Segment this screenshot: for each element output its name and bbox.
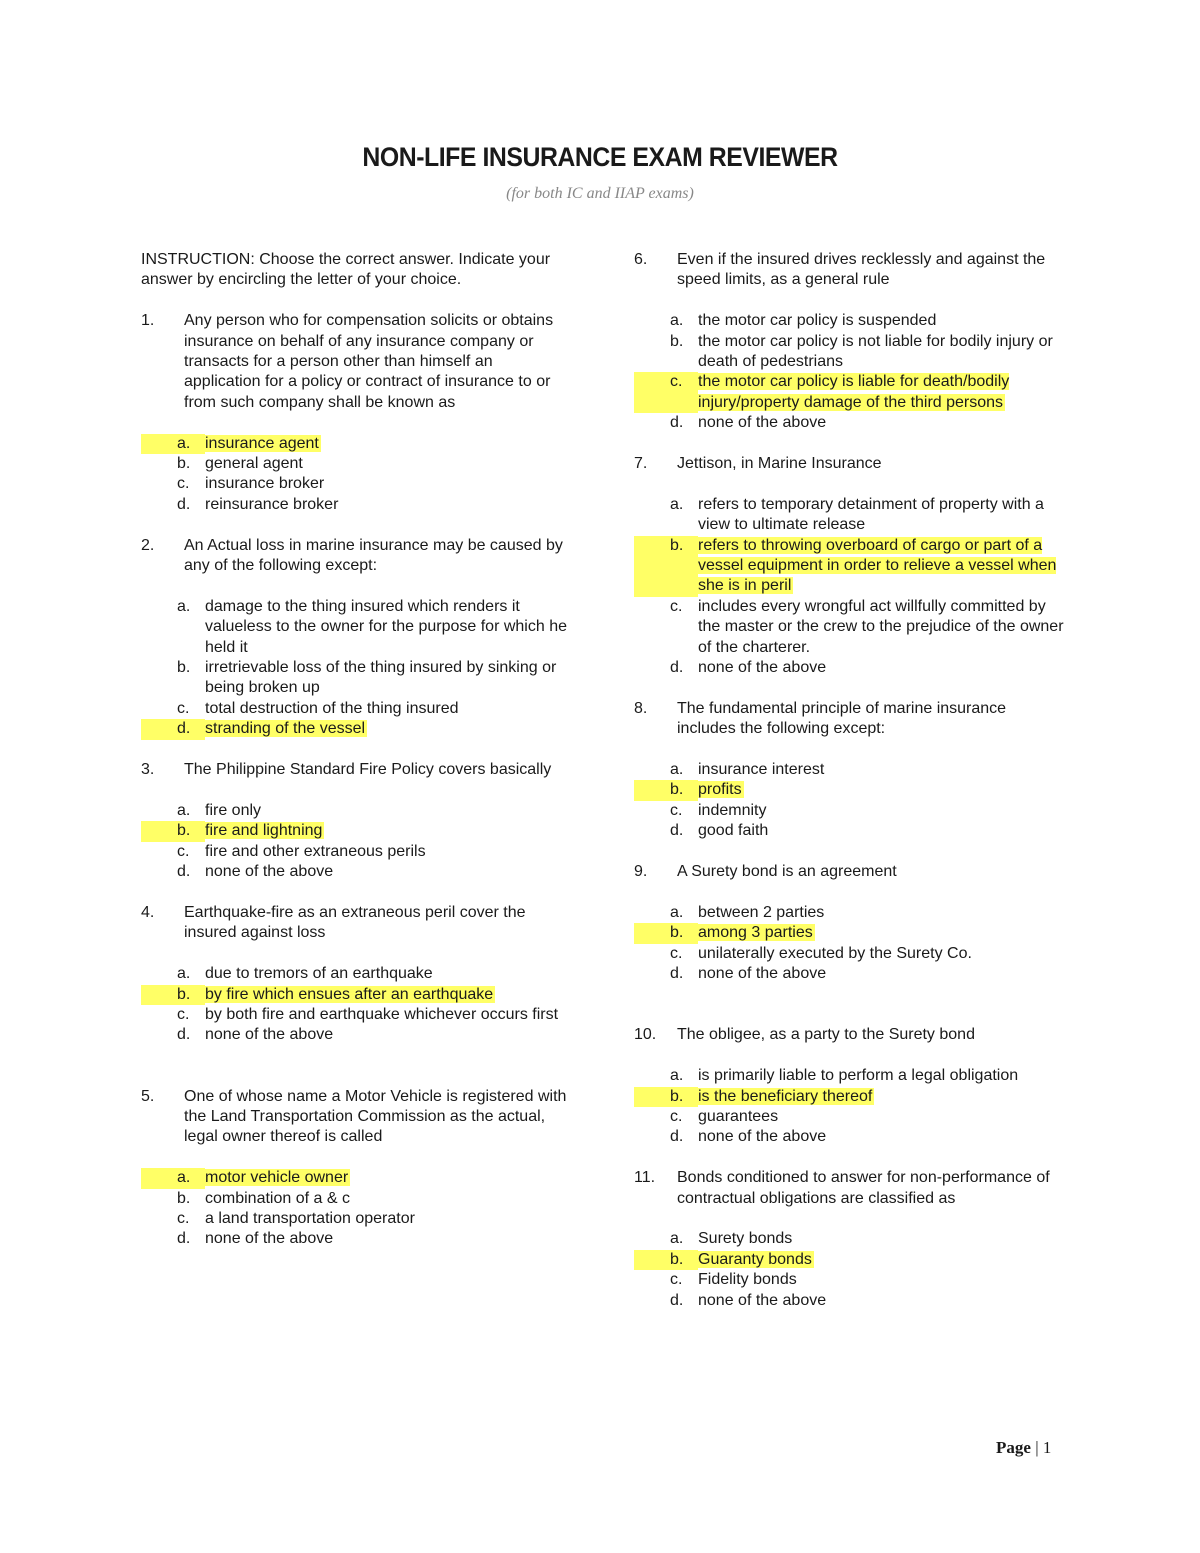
question-stem xyxy=(141,760,571,780)
option-letter-text: b. xyxy=(670,1250,684,1268)
answer-options xyxy=(141,1168,571,1250)
option-text: a land transportation operator xyxy=(205,1209,415,1227)
spacer xyxy=(634,1005,1064,1025)
answer-option-highlighted xyxy=(141,821,571,841)
option-text-wrapper xyxy=(698,597,1064,658)
option-letter xyxy=(634,311,698,331)
option-letter xyxy=(141,454,205,474)
option-letter xyxy=(634,1291,698,1311)
option-text: insurance agent xyxy=(205,434,319,452)
option-letter-text: a. xyxy=(670,312,684,330)
option-letter-text: c. xyxy=(670,801,683,819)
question-item xyxy=(634,454,1064,678)
question-text: Bonds conditioned to answer for non-performance of contractual obligations are classified as xyxy=(677,1169,1050,1207)
option-letter xyxy=(141,1168,205,1188)
question-stem xyxy=(634,1168,1064,1209)
answer-option xyxy=(634,903,1064,923)
answer-option xyxy=(141,1189,571,1209)
option-letter xyxy=(634,1229,698,1249)
option-letter-text: a. xyxy=(177,597,191,615)
option-text-wrapper xyxy=(698,923,1064,943)
option-letter-text: a. xyxy=(670,761,684,779)
question-stem xyxy=(141,903,571,944)
question-item xyxy=(634,1025,1064,1147)
question-stem xyxy=(634,454,1064,474)
answer-options xyxy=(141,434,571,516)
option-text-wrapper xyxy=(698,903,1064,923)
question-item xyxy=(141,760,571,882)
option-letter xyxy=(141,1005,205,1025)
question-item xyxy=(141,1087,571,1250)
question-number: 9. xyxy=(634,863,648,881)
option-letter-text: d. xyxy=(670,1128,684,1146)
option-letter-text: a. xyxy=(670,903,684,921)
option-letter xyxy=(141,434,205,454)
option-text-wrapper xyxy=(205,454,571,474)
question-text: An Actual loss in marine insurance may be caused by any of the following except: xyxy=(184,536,563,575)
answer-option xyxy=(634,1127,1064,1147)
option-text-wrapper xyxy=(698,1107,1064,1127)
option-text-wrapper xyxy=(205,842,571,862)
option-text: the motor car policy is liable for death/bodily injury/property damage of the third persons xyxy=(698,373,1010,411)
option-letter xyxy=(634,658,698,678)
option-text: unilaterally executed by the Surety Co. xyxy=(698,944,972,962)
question-number: 2. xyxy=(141,536,155,554)
question-stem xyxy=(634,250,1064,291)
option-letter xyxy=(141,658,205,699)
question-text: A Surety bond is an agreement xyxy=(677,863,897,881)
option-text: reinsurance broker xyxy=(205,495,339,513)
answer-option xyxy=(634,1107,1064,1127)
option-text: fire and other extraneous perils xyxy=(205,842,426,860)
option-text: total destruction of the thing insured xyxy=(205,699,459,717)
option-text-wrapper xyxy=(698,536,1064,597)
option-text: guarantees xyxy=(698,1107,779,1125)
question-text: The obligee, as a party to the Surety bond xyxy=(677,1026,975,1044)
option-text-wrapper xyxy=(698,1291,1064,1311)
option-text-wrapper xyxy=(698,413,1064,433)
right-column xyxy=(634,250,1064,1331)
option-text-wrapper xyxy=(205,964,571,984)
option-text: good faith xyxy=(698,822,769,840)
option-text-wrapper xyxy=(205,495,571,515)
document-title: NON-LIFE INSURANCE EXAM REVIEWER xyxy=(362,142,838,172)
answer-option xyxy=(634,311,1064,331)
page-footer xyxy=(996,1438,1051,1458)
option-text: between 2 parties xyxy=(698,903,825,921)
answer-option-highlighted xyxy=(141,434,571,454)
option-text: refers to temporary detainment of property with a view to ultimate release xyxy=(698,495,1044,534)
option-letter xyxy=(141,821,205,841)
option-text-wrapper xyxy=(205,821,571,841)
question-number: 10. xyxy=(634,1026,657,1044)
option-letter-text: a. xyxy=(177,434,191,452)
option-letter-text: a. xyxy=(177,801,191,819)
answer-option-highlighted xyxy=(634,372,1064,413)
question-number: 6. xyxy=(634,251,648,268)
answer-option xyxy=(141,699,571,719)
option-letter-text: a. xyxy=(670,1230,684,1248)
option-text: general agent xyxy=(205,455,303,473)
option-letter xyxy=(634,1107,698,1127)
answer-option xyxy=(634,1270,1064,1290)
option-letter-text: d. xyxy=(177,1230,191,1248)
option-letter-text: d. xyxy=(177,495,191,513)
option-text-wrapper xyxy=(698,760,1064,780)
answer-option-highlighted xyxy=(634,536,1064,597)
option-text: insurance interest xyxy=(698,761,825,779)
option-text-wrapper xyxy=(205,699,571,719)
question-text: Even if the insured drives recklessly and against the speed limits, as a general rule xyxy=(677,251,1046,289)
question-number: 3. xyxy=(141,761,155,779)
option-letter-text: b. xyxy=(670,1087,684,1105)
answer-options xyxy=(141,964,571,1046)
option-letter-text: b. xyxy=(177,659,191,677)
option-text: none of the above xyxy=(698,1291,827,1309)
option-letter-text: d. xyxy=(670,822,684,840)
answer-options xyxy=(634,311,1064,433)
option-letter-text: c. xyxy=(670,597,683,615)
option-letter-text: b. xyxy=(670,332,684,350)
option-text: none of the above xyxy=(698,1128,827,1146)
answer-option-highlighted xyxy=(634,1087,1064,1107)
option-letter xyxy=(141,495,205,515)
option-letter-text: b. xyxy=(670,781,684,799)
option-letter xyxy=(141,862,205,882)
option-text-wrapper xyxy=(205,719,571,739)
option-text: profits xyxy=(698,781,742,799)
question-item xyxy=(634,1168,1064,1311)
answer-options xyxy=(141,801,571,883)
option-letter-text: d. xyxy=(177,863,191,881)
option-text-wrapper xyxy=(698,821,1064,841)
option-text: among 3 parties xyxy=(698,924,813,942)
option-letter-text: d. xyxy=(670,414,684,432)
option-text-wrapper xyxy=(205,1209,571,1229)
answer-option xyxy=(634,332,1064,373)
answer-option xyxy=(634,597,1064,658)
answer-option-highlighted xyxy=(634,780,1064,800)
option-text-wrapper xyxy=(698,372,1064,413)
option-letter xyxy=(634,944,698,964)
option-letter-text: c. xyxy=(177,475,190,493)
option-letter-text: d. xyxy=(177,1026,191,1044)
option-text-wrapper xyxy=(205,1168,571,1188)
option-letter xyxy=(141,719,205,739)
option-letter-text: a. xyxy=(177,965,191,983)
option-text-wrapper xyxy=(698,1270,1064,1290)
answer-option-highlighted xyxy=(634,923,1064,943)
option-letter xyxy=(634,495,698,536)
option-letter xyxy=(634,923,698,943)
option-letter-text: a. xyxy=(670,495,684,513)
question-item xyxy=(634,250,1064,434)
option-letter xyxy=(141,597,205,658)
question-text: The fundamental principle of marine insurance includes the following except: xyxy=(677,699,1007,738)
option-text-wrapper xyxy=(698,780,1064,800)
page-label: Page xyxy=(996,1438,1031,1457)
option-text-wrapper xyxy=(205,1189,571,1209)
option-text-wrapper xyxy=(205,597,571,658)
question-text: Any person who for compensation solicits or obtains insurance on behalf of any insurance company or transacts for a person other than himself an application for a policy or contract of insurance to or from such company shall be known as xyxy=(184,312,554,411)
option-letter xyxy=(634,801,698,821)
answer-option-highlighted xyxy=(634,1250,1064,1270)
option-letter xyxy=(634,1250,698,1270)
answer-option xyxy=(141,495,571,515)
question-item xyxy=(141,311,571,515)
option-text: is the beneficiary thereof xyxy=(698,1087,873,1105)
option-text: motor vehicle owner xyxy=(205,1169,349,1187)
option-letter-text: b. xyxy=(177,822,191,840)
question-number: 1. xyxy=(141,312,155,330)
spacer xyxy=(141,1066,571,1086)
option-letter-text: b. xyxy=(177,985,191,1003)
option-text: irretrievable loss of the thing insured by sinking or being broken up xyxy=(205,659,557,697)
question-stem xyxy=(634,1025,1064,1045)
answer-option xyxy=(141,801,571,821)
answer-option xyxy=(634,1066,1064,1086)
option-letter-text: a. xyxy=(177,1169,191,1187)
option-letter-text: b. xyxy=(177,455,191,473)
question-stem xyxy=(141,1087,571,1148)
answer-options xyxy=(634,903,1064,985)
page-number: 1 xyxy=(1042,1438,1052,1457)
option-letter-text: b. xyxy=(670,536,684,554)
option-letter xyxy=(141,1229,205,1249)
answer-option xyxy=(634,413,1064,433)
answer-option xyxy=(141,1005,571,1025)
instruction-text: INSTRUCTION: Choose the correct answer. Indicate your answer by encircling the letter of your choice. xyxy=(141,251,551,289)
option-text: by both fire and earthquake whichever occurs first xyxy=(205,1005,559,1023)
option-letter xyxy=(634,597,698,658)
question-stem xyxy=(634,862,1064,882)
option-letter-text: d. xyxy=(670,1291,684,1309)
option-text: indemnity xyxy=(698,801,767,819)
question-item xyxy=(141,536,571,740)
option-letter-text: a. xyxy=(670,1067,684,1085)
answer-option xyxy=(141,658,571,699)
option-text-wrapper xyxy=(205,474,571,494)
option-letter xyxy=(141,699,205,719)
answer-option xyxy=(634,1291,1064,1311)
option-letter-text: c. xyxy=(670,944,683,962)
option-text: none of the above xyxy=(698,659,827,677)
option-text-wrapper xyxy=(205,985,571,1005)
option-text: combination of a & c xyxy=(205,1189,350,1207)
option-text-wrapper xyxy=(205,801,571,821)
option-letter-text: c. xyxy=(670,1271,683,1289)
option-text: stranding of the vessel xyxy=(205,720,366,738)
left-column xyxy=(141,250,571,1270)
option-letter-text: d. xyxy=(670,965,684,983)
option-letter xyxy=(634,536,698,597)
option-text-wrapper xyxy=(698,964,1064,984)
option-text: none of the above xyxy=(205,1026,334,1044)
option-text: none of the above xyxy=(205,1230,334,1248)
option-text-wrapper xyxy=(698,1229,1064,1249)
option-text: the motor car policy is suspended xyxy=(698,312,937,330)
option-letter xyxy=(634,1066,698,1086)
question-item xyxy=(141,903,571,1046)
option-letter-text: c. xyxy=(670,373,683,391)
option-letter xyxy=(634,780,698,800)
option-letter xyxy=(141,1025,205,1045)
option-letter xyxy=(634,964,698,984)
question-stem xyxy=(141,311,571,413)
option-text-wrapper xyxy=(205,1025,571,1045)
option-text: refers to throwing overboard of cargo or part of a vessel equipment in order to relieve a vessel when she is in peril xyxy=(698,536,1057,595)
answer-option xyxy=(141,597,571,658)
option-text-wrapper xyxy=(698,1087,1064,1107)
option-text: Surety bonds xyxy=(698,1230,793,1248)
option-text: insurance broker xyxy=(205,475,325,493)
answer-option-highlighted xyxy=(141,1168,571,1188)
question-number: 8. xyxy=(634,699,648,717)
option-text: fire only xyxy=(205,801,262,819)
option-letter xyxy=(634,413,698,433)
option-text: Guaranty bonds xyxy=(698,1250,812,1268)
option-text-wrapper xyxy=(205,1005,571,1025)
option-letter xyxy=(141,842,205,862)
option-letter xyxy=(634,1087,698,1107)
answer-options xyxy=(634,1066,1064,1148)
option-text-wrapper xyxy=(205,434,571,454)
option-text: is primarily liable to perform a legal obligation xyxy=(698,1067,1019,1085)
option-letter xyxy=(634,1270,698,1290)
question-text: One of whose name a Motor Vehicle is registered with the Land Transportation Commission as the actual, legal owner thereof is called xyxy=(184,1087,567,1146)
option-letter-text: d. xyxy=(177,720,191,738)
option-text-wrapper xyxy=(698,658,1064,678)
answer-options xyxy=(634,1229,1064,1311)
option-text: due to tremors of an earthquake xyxy=(205,965,433,983)
answer-options xyxy=(634,495,1064,679)
question-number: 5. xyxy=(141,1087,155,1105)
option-text: the motor car policy is not liable for bodily injury or death of pedestrians xyxy=(698,332,1053,371)
answer-option xyxy=(141,474,571,494)
option-letter xyxy=(141,964,205,984)
answer-option xyxy=(141,842,571,862)
option-text: none of the above xyxy=(205,863,334,881)
option-letter xyxy=(141,985,205,1005)
option-letter xyxy=(141,1189,205,1209)
option-text: none of the above xyxy=(698,414,827,432)
option-text: fire and lightning xyxy=(205,822,323,840)
option-text: by fire which ensues after an earthquake xyxy=(205,985,494,1003)
question-item xyxy=(634,862,1064,984)
answer-option xyxy=(634,658,1064,678)
option-text: damage to the thing insured which renders it valueless to the owner for the purpose for which he held it xyxy=(205,597,567,656)
option-letter-text: c. xyxy=(177,1209,190,1227)
answer-option xyxy=(141,862,571,882)
option-letter-text: c. xyxy=(670,1107,683,1125)
option-letter-text: c. xyxy=(177,699,190,717)
answer-option-highlighted xyxy=(141,719,571,739)
option-text-wrapper xyxy=(698,1250,1064,1270)
answer-option xyxy=(634,964,1064,984)
answer-option xyxy=(141,1025,571,1045)
option-text-wrapper xyxy=(698,1127,1064,1147)
answer-option xyxy=(634,1229,1064,1249)
option-text-wrapper xyxy=(205,1229,571,1249)
option-letter-text: b. xyxy=(670,924,684,942)
option-text-wrapper xyxy=(205,658,571,699)
question-stem xyxy=(141,536,571,577)
answer-option xyxy=(141,454,571,474)
option-text-wrapper xyxy=(698,311,1064,331)
answer-option xyxy=(634,760,1064,780)
option-letter xyxy=(141,474,205,494)
option-text: none of the above xyxy=(698,965,827,983)
question-item xyxy=(634,699,1064,842)
answer-option xyxy=(141,1209,571,1229)
option-letter-text: c. xyxy=(177,842,190,860)
question-number: 7. xyxy=(634,455,648,473)
option-letter xyxy=(141,801,205,821)
question-text: Jettison, in Marine Insurance xyxy=(677,455,882,473)
answer-option xyxy=(634,495,1064,536)
option-letter xyxy=(634,821,698,841)
answer-option xyxy=(634,821,1064,841)
option-letter xyxy=(634,760,698,780)
question-stem xyxy=(634,699,1064,740)
question-text: Earthquake-fire as an extraneous peril cover the insured against loss xyxy=(184,903,526,942)
answer-option xyxy=(634,944,1064,964)
answer-options xyxy=(634,760,1064,842)
answer-option xyxy=(141,1229,571,1249)
option-letter xyxy=(634,903,698,923)
question-text: The Philippine Standard Fire Policy covers basically xyxy=(184,761,552,779)
question-number: 4. xyxy=(141,903,155,921)
answer-option xyxy=(634,801,1064,821)
option-letter xyxy=(634,1127,698,1147)
option-text-wrapper xyxy=(698,495,1064,536)
option-text-wrapper xyxy=(698,1066,1064,1086)
option-text: Fidelity bonds xyxy=(698,1271,797,1289)
option-text-wrapper xyxy=(205,862,571,882)
option-letter xyxy=(634,332,698,373)
document-subtitle: (for both IC and IIAP exams) xyxy=(506,185,694,202)
option-text-wrapper xyxy=(698,801,1064,821)
option-text-wrapper xyxy=(698,944,1064,964)
answer-options xyxy=(141,597,571,740)
option-letter xyxy=(634,372,698,413)
page-separator: | xyxy=(1035,1438,1039,1457)
option-letter-text: b. xyxy=(177,1189,191,1207)
answer-option xyxy=(141,964,571,984)
question-number: 11. xyxy=(634,1169,656,1187)
answer-option-highlighted xyxy=(141,985,571,1005)
option-letter-text: c. xyxy=(177,1005,190,1023)
option-text: includes every wrongful act willfully committed by the master or the crew to the prejudice of the owner of the charterer. xyxy=(698,597,1064,656)
option-letter-text: d. xyxy=(670,659,684,677)
option-letter xyxy=(141,1209,205,1229)
option-text-wrapper xyxy=(698,332,1064,373)
